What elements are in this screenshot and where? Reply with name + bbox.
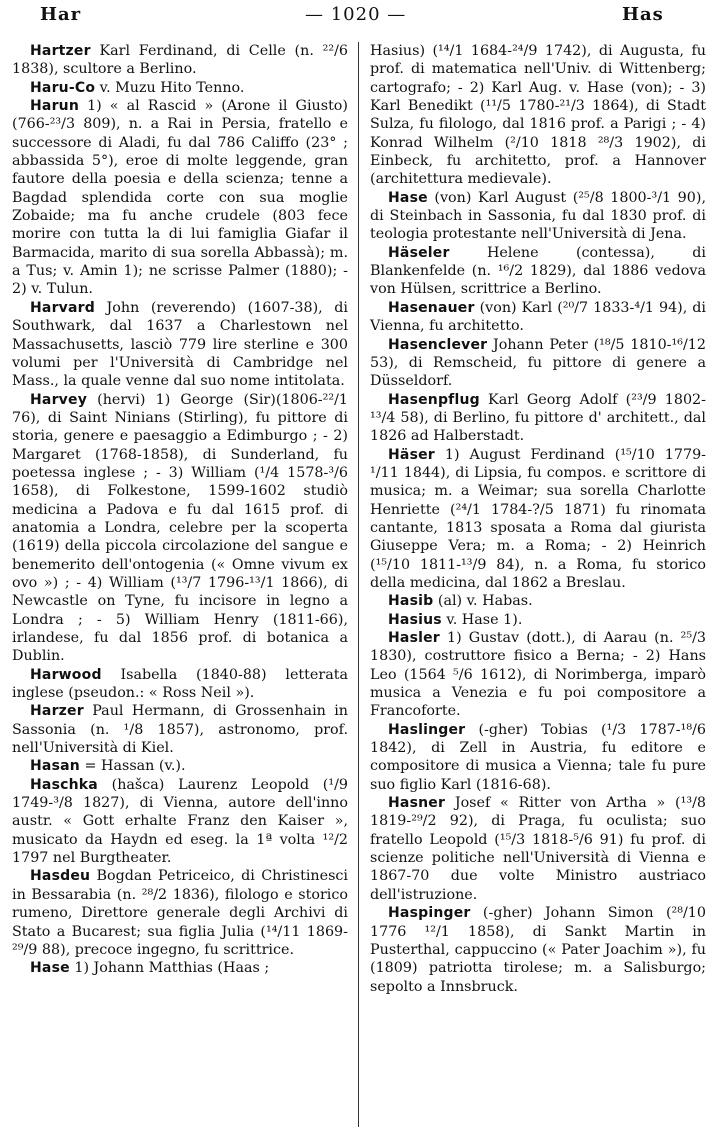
entry	[12, 867, 348, 959]
entry-text: Paul Hermann, di Grossenhain in Sassonia (n. ¹/8 1857), astronomo, prof. nell'Università di Kiel.	[12, 703, 348, 757]
entry-text: Johann Peter (¹⁸/5 1810-¹⁶/12 53), di Remscheid, fu pittore di genere a Düsseldorf.	[370, 336, 706, 390]
entry-text: = Hassan (v.).	[79, 758, 186, 775]
headword: Hartzer	[30, 43, 91, 59]
headword: Hasenauer	[388, 299, 475, 316]
headword: Hase	[388, 189, 428, 206]
headword: Hasenclever	[388, 336, 488, 353]
entry	[370, 611, 706, 629]
headword: Hasan	[30, 758, 80, 775]
entry-text: 1) August Ferdinand (¹⁵/10 1779-¹/11 1844), di Lipsia, fu compos. e scrittore di musica; m. a Weimar; sua sorella Charlotte Henriette (²⁴/1 1784-?/5 1871) fu rinomata cantante, 1813 sposata a Roma dal giurista Giuseppe Vera; m. a Roma; - 2) Heinrich (¹⁵/10 1811-¹³/9 84), n. a Roma, fu storico della medicina, dal 1862 a Breslau.	[370, 446, 706, 591]
entry	[370, 336, 706, 391]
entry-text: John (reverendo) (1607-38), di Southwark, dal 1637 a Charlestown nel Massachusetts, lasciò 779 lire sterline e 300 volumi per l'Università di Cambridge nel Mass., la quale venne dal suo nome intitolata.	[12, 299, 348, 390]
entry-text: Isabella (1840-88) letterata inglese (pseudon.: « Ross Neil »).	[12, 666, 348, 702]
entry	[370, 629, 706, 721]
entry	[12, 299, 348, 391]
entry-text: (hervi) 1) George (Sir)(1806-²²/1 76), di Saint Ninians (Stirling), fu pittore di storia, genere e paesaggio a Edimburgo ; - 2) Margaret (1768-1858), di Sunderland, fu poetessa inglese ; - 3) William (¹/4 1578-³/6 1658), di Folkestone, 1599-1602 studiò medicina a Padova e fu dal 1615 prof. di anatomia a Londra, celebre per la scoperta (1619) della piccola circolazione del sangue e benemerito dell'ontogenia (« Omne vivum ex ovo ») ; - 4) William (¹³/7 1796-¹³/1 1866), di Newcastle on Tyne, fu incisore in legno a Londra ; - 5) William Henry (1811-66), irlandese, fu dal 1856 prof. di botanica a Dublin.	[12, 391, 348, 665]
entry-text: (-gher) Tobias (¹/3 1787-¹⁸/6 1842), di Zell in Austria, fu editore e compositore di musica a Vienna; tale fu pure suo figlio Karl (1816-68).	[370, 721, 706, 793]
headword: Hasib	[388, 593, 434, 610]
entry	[12, 666, 348, 703]
headword: Hasenpflug	[388, 391, 480, 408]
entry-text: v. Muzu Hito Tenno.	[95, 79, 245, 96]
entry	[12, 391, 348, 666]
entry	[12, 757, 348, 775]
header-right-guideword: Has	[622, 4, 664, 25]
headword: Hasner	[388, 795, 446, 812]
entry	[370, 592, 706, 610]
headword: Haru-Co	[30, 79, 96, 96]
entry-text: (al) v. Habas.	[433, 593, 533, 610]
page-header	[0, 0, 718, 30]
headword: Haspinger	[388, 905, 471, 922]
entry	[12, 702, 348, 757]
entry-text: Helene (contessa), di Blankenfelde (n. ¹⁶/2 1829), dal 1886 vedova von Hülsen, scrittrice a Berlino.	[370, 244, 706, 298]
page-number: — 1020 —	[305, 4, 407, 25]
headword: Hasdeu	[30, 868, 91, 885]
entry-text: 1) Gustav (dott.), di Aarau (n. ²⁵/3 1830), costruttore fisico a Berna; - 2) Hans Leo (1564 ⁵/6 1612), di Norimberga, imparò musica a Venezia e fu poi compositore a Francoforte.	[370, 630, 706, 720]
entry-text: (von) Karl August (²⁵/8 1800-³/1 90), di Steinbach in Sassonia, fu dal 1830 prof. di teologia protestante nell'Università di Jena.	[370, 189, 706, 243]
entry	[370, 446, 706, 593]
entry	[370, 244, 706, 299]
entry-text: Karl Ferdinand, di Celle (n. ²²/6 1838), scultore a Berlino.	[12, 43, 348, 78]
entry-text: 1) Johann Matthias (Haas ;	[69, 960, 270, 977]
headword: Hase	[30, 960, 70, 977]
entry-text: Karl Georg Adolf (²³/9 1802-¹³/4 58), di Berlino, fu pittore d' architett., dal 1826 ad Halberstadt.	[370, 391, 706, 445]
headword: Haslinger	[388, 721, 466, 738]
headword: Häseler	[388, 244, 450, 261]
header-left-guideword: Har	[40, 4, 82, 25]
headword: Harun	[30, 98, 80, 115]
left-column	[12, 42, 348, 978]
entry	[12, 776, 348, 868]
entry-text: v. Hase 1).	[441, 611, 523, 628]
entry-text: 1) « al Rascid » (Arone il Giusto) (766-²³/3 809), n. a Rai in Persia, fratello e successore di Aladi, fu dal 786 Califfo (23° ; abbassida 5°), eroe di molte leggende, gran fautore della poesia e della scienza; tenne a Bagdad splendida corte con sua moglie Zobaide; ma fu anche crudele (803 fece morire con tutta la di lui famiglia Giafar il Barmacida, marito di sua sorella Abbassà); m. a Tus; v. Amin 1); ne scrisse Palmer (1880); - 2) v. Tulun.	[12, 98, 348, 298]
headword: Haschka	[30, 776, 98, 793]
headword: Hasius	[388, 611, 442, 628]
entry-text: Bogdan Petriceico, di Christinesci in Bessarabia (n. ²⁸/2 1836), filologo e storico rumeno, Direttore generale degli Archivi di Stato a Bucarest; sua figlia Julia (¹⁴/11 1869-²⁹/9 88), precoce ingegno, fu scrittrice.	[12, 868, 348, 958]
headword: Harzer	[30, 703, 84, 720]
headword: Harvard	[30, 299, 95, 316]
entry	[12, 79, 348, 97]
headword: Harwood	[30, 666, 102, 683]
entry	[370, 794, 706, 904]
entry-text: (-gher) Johann Simon (²⁸/10 1776 ¹²/1 1858), di Sankt Martin in Pusterthal, cappuccino (« Pater Joachim »), fu (1809) patriotta tirolese; m. a Salisburgo; sepolto a Innsbruck.	[370, 905, 706, 995]
entry	[370, 904, 706, 996]
headword: Häser	[388, 446, 435, 463]
entry	[370, 391, 706, 446]
entry	[370, 299, 706, 336]
entry-text: (hašca) Laurenz Leopold (¹/9 1749-³/8 1827), di Vienna, autore dell'inno austr. « Gott erhalte Franz den Kaiser », musicato da Haydn ed eseg. la 1ª volta ¹²/2 1797 nel Burgtheater.	[12, 776, 348, 867]
entry	[12, 42, 348, 79]
entry-text: (von) Karl (²⁰/7 1833-⁴/1 94), di Vienna, fu architetto.	[370, 299, 706, 335]
entry	[370, 189, 706, 244]
headword: Hasler	[388, 630, 440, 646]
entry	[370, 721, 706, 794]
column-divider	[358, 42, 359, 1127]
entry-text: Josef « Ritter von Artha » (¹³/8 1819-²⁹/2 92), di Praga, fu oculista; suo fratello Leopold (¹⁵/3 1818-⁵/6 91) fu prof. di scienze politiche nell'Università di Vienna e 1867-70 due volte Ministro austriaco dell'istruzione.	[370, 795, 706, 903]
entry-continuation	[370, 42, 706, 189]
entry-text: Hasius) (¹⁴/1 1684-²⁴/9 1742), di Augusta, fu prof. di matematica nell'Univ. di Wittenberg; cartografo; - 2) Karl Aug. v. Hase (von); - 3) Karl Benedikt (¹¹/5 1780-²¹/3 1864), di Stadt Sulza, fu filologo, dal 1816 prof. a Parigi ; - 4) Konrad Wilhelm (²/10 1818 ²⁸/3 1902), di Einbeck, fu architetto, prof. a Hannover (architettura medievale).	[370, 43, 706, 188]
entry	[12, 97, 348, 299]
headword: Harvey	[30, 391, 88, 408]
right-column	[370, 42, 706, 996]
entry	[12, 959, 348, 977]
